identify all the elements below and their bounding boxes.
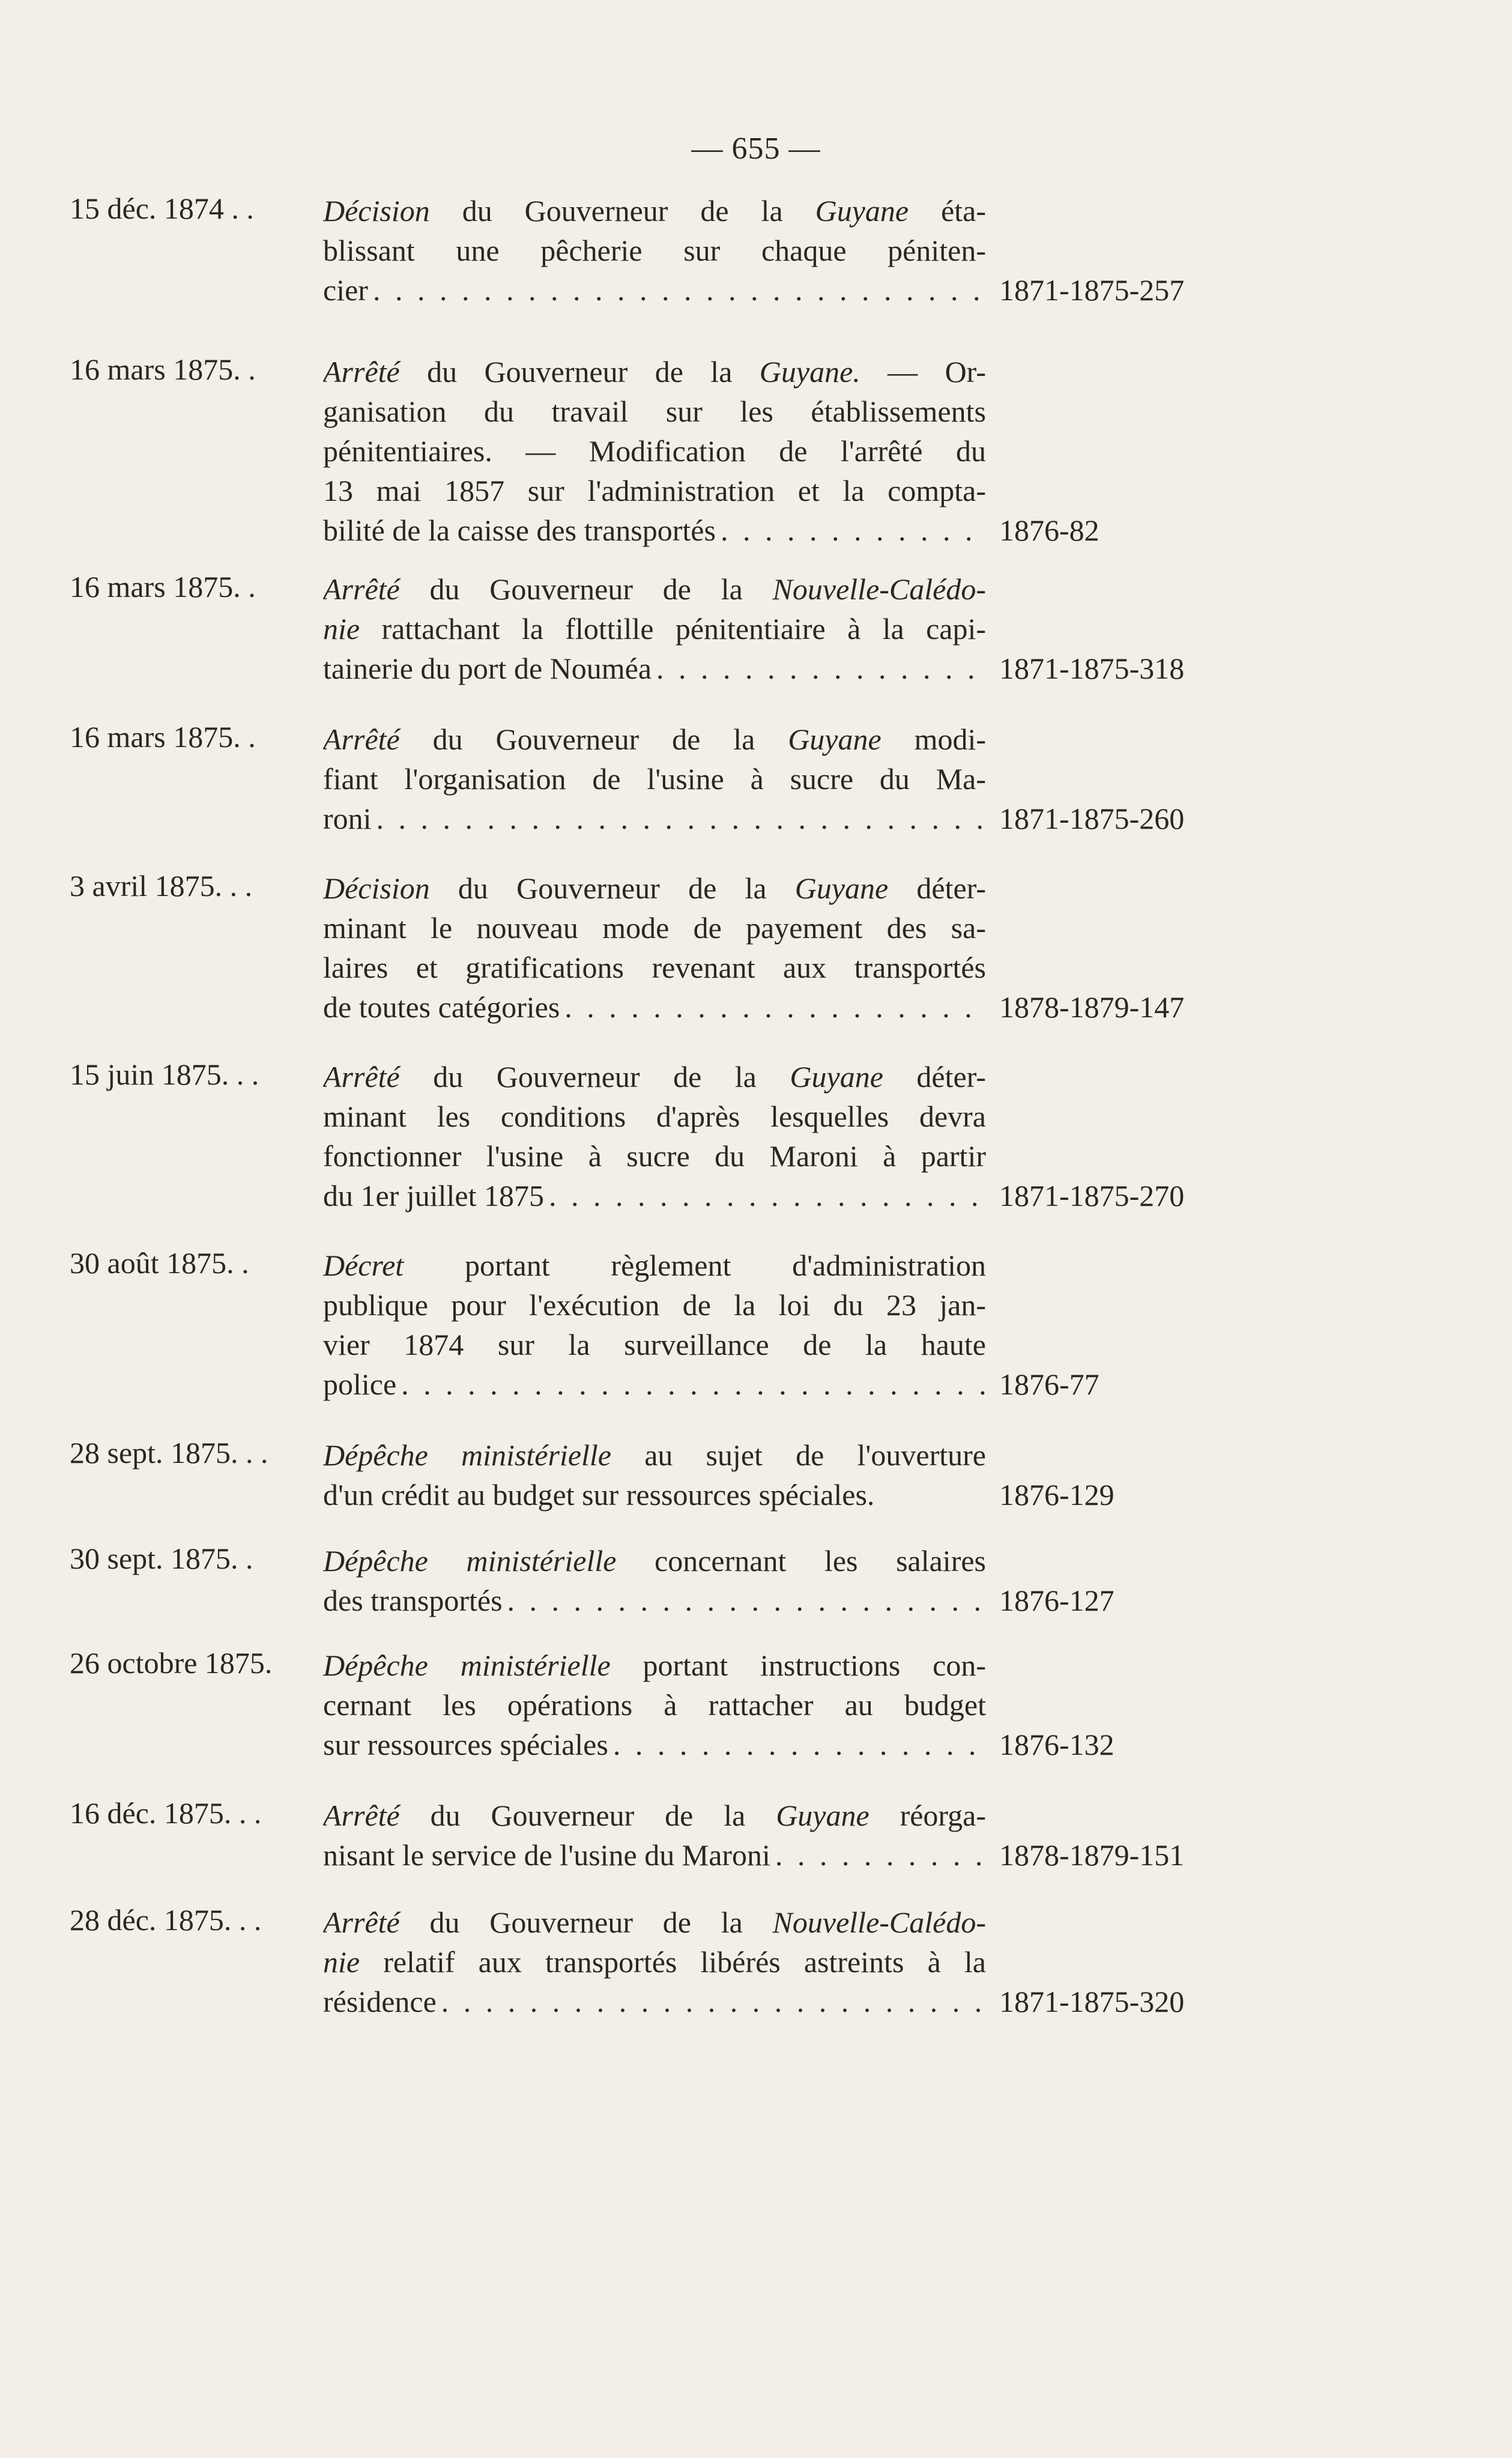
entry-line: Dépêche ministérielle au sujet de l'ouverture xyxy=(323,1438,986,1472)
entry-line-text: roni xyxy=(323,802,372,835)
entry-line: minant les conditions d'après lesquelles devra xyxy=(323,1100,986,1133)
italic-term: Arrêté xyxy=(323,1060,400,1094)
entry-line-text: bilité de la caisse des transportés xyxy=(323,513,716,547)
entry-last-line xyxy=(323,1364,986,1404)
entry-description xyxy=(323,1246,986,1404)
italic-term: Arrêté xyxy=(323,1906,400,1939)
dot-leader xyxy=(368,270,986,310)
entry-description xyxy=(323,719,986,838)
entry-line-text: résidence xyxy=(323,1985,437,2018)
entry-line-text: cier xyxy=(323,273,368,307)
dot-leader xyxy=(770,1835,986,1875)
entry-date: 26 octobre 1875. xyxy=(70,1646,273,1680)
italic-term: Guyane xyxy=(788,722,881,756)
italic-term: Décret xyxy=(323,1249,404,1282)
entry-line-text: de toutes catégories xyxy=(323,990,560,1024)
entry-last-line xyxy=(323,649,986,688)
dot-leader xyxy=(716,510,986,550)
dot-leader xyxy=(560,987,986,1027)
entry-reference: 1871-1875-260 xyxy=(999,802,1185,835)
entry-description xyxy=(323,1057,986,1215)
italic-term: Dépêche ministérielle xyxy=(323,1544,617,1578)
dot-leader xyxy=(396,1364,986,1404)
entry-last-line xyxy=(323,1475,986,1515)
entry-reference: 1876-129 xyxy=(999,1478,1114,1512)
entry-reference: 1878-1879-151 xyxy=(999,1838,1185,1872)
entry-line-text: des transportés xyxy=(323,1584,503,1617)
page-number: — 655 — xyxy=(691,132,821,166)
italic-term: Guyane xyxy=(794,871,889,905)
entry-last-line xyxy=(323,1581,986,1620)
entry-line: nie rattachant la flottille pénitentiaire à la capi- xyxy=(323,612,986,646)
italic-term: Dépêche ministérielle xyxy=(323,1648,611,1682)
entry-line: Décision du Gouverneur de la Guyane déter- xyxy=(323,871,986,905)
entry-line-text: tainerie du port de Nouméa xyxy=(323,652,652,685)
entry-line: Arrêté du Gouverneur de la Guyane réorga- xyxy=(323,1799,986,1832)
entry-line: Dépêche ministérielle portant instructions con- xyxy=(323,1648,986,1682)
entry-date: 16 mars 1875. . xyxy=(70,353,256,386)
entry-line: vier 1874 sur la surveillance de la haute xyxy=(323,1328,986,1361)
entry-line: minant le nouveau mode de payement des sa- xyxy=(323,911,986,945)
entry-last-line xyxy=(323,1982,986,2021)
entry-date: 30 août 1875. . xyxy=(70,1246,249,1280)
italic-term: Guyane. xyxy=(759,355,860,389)
entry-line: Arrêté du Gouverneur de la Guyane. — Or- xyxy=(323,355,986,389)
entry-line: Arrêté du Gouverneur de la Nouvelle-Calédo- xyxy=(323,1906,986,1939)
entry-date: 16 déc. 1875. . . xyxy=(70,1796,262,1830)
dot-leader xyxy=(544,1176,986,1215)
entry-last-line xyxy=(323,1725,986,1764)
italic-term: nie xyxy=(323,1945,360,1979)
italic-term: Guyane xyxy=(776,1799,869,1832)
entry-line: fonctionner l'usine à sucre du Maroni à partir xyxy=(323,1139,986,1173)
entry-description xyxy=(323,1541,986,1620)
entry-description xyxy=(323,191,986,310)
entry-reference: 1871-1875-257 xyxy=(999,273,1185,307)
entry-line: laires et gratifications revenant aux transportés xyxy=(323,951,986,984)
entry-line: nie relatif aux transportés libérés astreints à la xyxy=(323,1945,986,1979)
entry-description xyxy=(323,569,986,688)
entry-description xyxy=(323,1903,986,2021)
entry-line-text: d'un crédit au budget sur ressources spéciales. xyxy=(323,1478,875,1512)
entry-last-line xyxy=(323,510,986,550)
entry-reference: 1876-132 xyxy=(999,1728,1114,1761)
entry-line-text: sur ressources spéciales xyxy=(323,1728,608,1761)
italic-term: Dépêche ministérielle xyxy=(323,1438,612,1472)
entry-date: 3 avril 1875. . . xyxy=(70,869,253,903)
entry-line: publique pour l'exécution de la loi du 23 jan- xyxy=(323,1288,986,1322)
entry-line: Arrêté du Gouverneur de la Guyane modi- xyxy=(323,722,986,756)
dot-leader xyxy=(652,649,986,688)
dot-leader xyxy=(437,1982,986,2021)
entry-line: fiant l'organisation de l'usine à sucre du Ma- xyxy=(323,762,986,796)
italic-term: Décision xyxy=(323,871,430,905)
italic-term: Arrêté xyxy=(323,1799,400,1832)
entry-reference: 1876-82 xyxy=(999,513,1099,547)
italic-term: Arrêté xyxy=(323,722,400,756)
entry-date: 16 mars 1875. . xyxy=(70,720,256,754)
entry-description xyxy=(323,1796,986,1875)
entry-last-line xyxy=(323,799,986,838)
entry-line: blissant une pêcherie sur chaque péniten- xyxy=(323,234,986,267)
italic-term: Nouvelle-Calédo- xyxy=(772,572,986,606)
entry-reference: 1876-127 xyxy=(999,1584,1114,1617)
entry-reference: 1871-1875-320 xyxy=(999,1985,1185,2018)
entry-line: Dépêche ministérielle concernant les salaires xyxy=(323,1544,986,1578)
entry-line: 13 mai 1857 sur l'administration et la compta- xyxy=(323,474,986,507)
entry-last-line xyxy=(323,1176,986,1215)
entry-line: pénitentiaires. — Modification de l'arrêté du xyxy=(323,434,986,468)
entry-date: 28 sept. 1875. . . xyxy=(70,1436,268,1470)
entry-last-line xyxy=(323,270,986,310)
entry-line: cernant les opérations à rattacher au budget xyxy=(323,1688,986,1722)
entry-last-line xyxy=(323,1835,986,1875)
entry-description xyxy=(323,868,986,1027)
entry-date: 30 sept. 1875. . xyxy=(70,1542,253,1575)
entry-description xyxy=(323,1645,986,1764)
italic-term: Arrêté xyxy=(323,355,400,389)
italic-term: nie xyxy=(323,612,360,646)
entry-reference: 1878-1879-147 xyxy=(999,990,1185,1024)
entry-date: 16 mars 1875. . xyxy=(70,570,256,604)
entry-reference: 1876-77 xyxy=(999,1367,1099,1401)
entry-reference: 1871-1875-270 xyxy=(999,1179,1185,1212)
entry-line: Décision du Gouverneur de la Guyane éta- xyxy=(323,194,986,228)
entry-reference: 1871-1875-318 xyxy=(999,652,1185,685)
entry-line: Arrêté du Gouverneur de la Nouvelle-Calédo- xyxy=(323,572,986,606)
entry-line: ganisation du travail sur les établissements xyxy=(323,395,986,428)
entry-line-text: police xyxy=(323,1367,397,1401)
dot-leader xyxy=(503,1581,986,1620)
entry-line: Arrêté du Gouverneur de la Guyane déter- xyxy=(323,1060,986,1094)
entry-line: Décret portant règlement d'administration xyxy=(323,1249,986,1282)
italic-term: Décision xyxy=(323,194,430,228)
italic-term: Guyane xyxy=(790,1060,883,1094)
italic-term: Arrêté xyxy=(323,572,400,606)
italic-term: Guyane xyxy=(815,194,909,228)
entry-date: 28 déc. 1875. . . xyxy=(70,1903,262,1937)
dot-leader xyxy=(372,799,986,838)
entry-line-text: nisant le service de l'usine du Maroni xyxy=(323,1838,770,1872)
dot-leader xyxy=(608,1725,986,1764)
entry-last-line xyxy=(323,987,986,1027)
entry-description xyxy=(323,352,986,550)
entry-line-text: du 1er juillet 1875 xyxy=(323,1179,544,1212)
entry-date: 15 juin 1875. . . xyxy=(70,1058,259,1091)
entry-date: 15 déc. 1874 . . xyxy=(70,192,254,225)
entry-description xyxy=(323,1435,986,1515)
italic-term: Nouvelle-Calédo- xyxy=(772,1906,986,1939)
